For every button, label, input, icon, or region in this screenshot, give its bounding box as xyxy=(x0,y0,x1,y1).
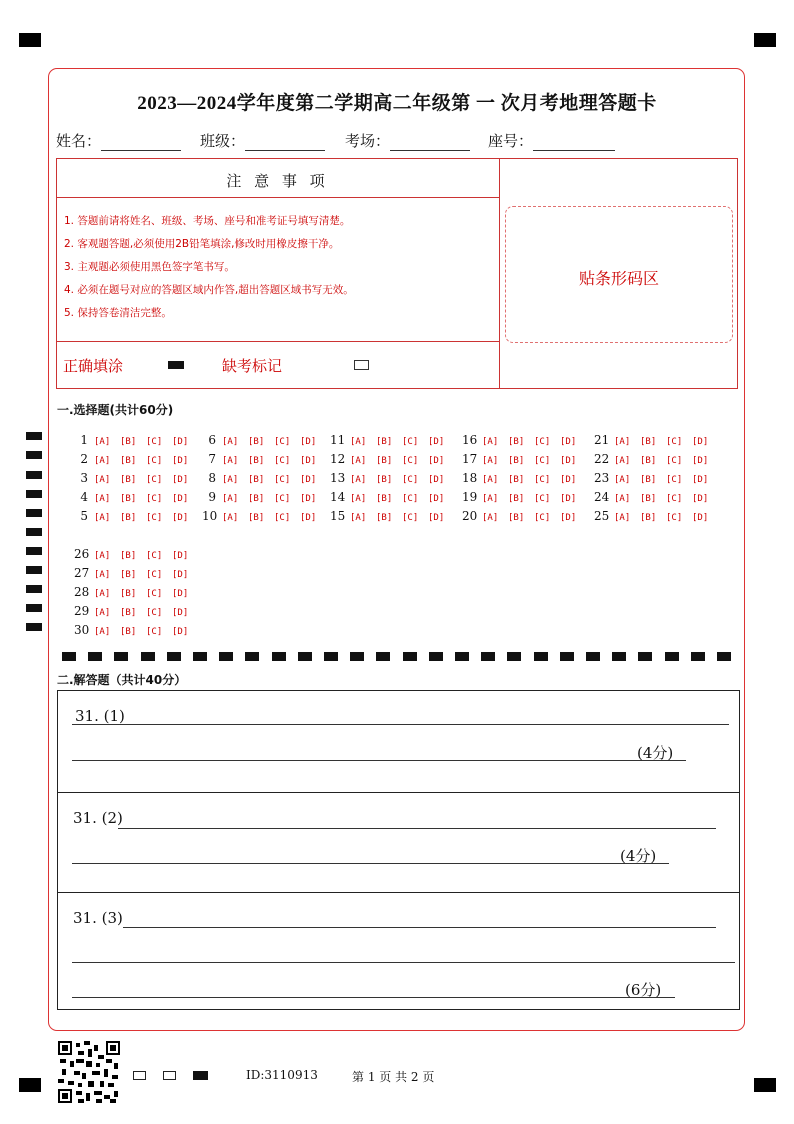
question-row xyxy=(74,450,198,468)
question-row xyxy=(74,583,198,601)
question-number: 19 xyxy=(462,490,478,504)
question-number: 28 xyxy=(74,585,90,599)
answer-bubble[interactable]: [B] xyxy=(120,475,137,485)
answer-bubble[interactable]: [A] xyxy=(482,475,499,485)
class-field[interactable] xyxy=(200,130,325,151)
answer-bubble[interactable]: [C] xyxy=(274,456,291,466)
timing-mark xyxy=(638,652,652,661)
question-row xyxy=(74,545,198,563)
answer-bubble[interactable]: [A] xyxy=(94,551,111,561)
question-number: 15 xyxy=(330,509,346,523)
question-row xyxy=(462,469,586,487)
timing-mark xyxy=(481,652,495,661)
question-number: 22 xyxy=(594,452,610,466)
answer-bubble[interactable]: [D] xyxy=(428,456,445,466)
answer-bubble[interactable]: [A] xyxy=(94,608,111,618)
answer-bubble[interactable]: [A] xyxy=(614,494,631,504)
q31-2-label: 31. (2) xyxy=(73,809,123,827)
answer-bubble[interactable]: [A] xyxy=(350,475,367,485)
page-title: 2023—2024学年度第二学期高二年级第 一 次月考地理答题卡 xyxy=(137,93,657,114)
question-row xyxy=(74,564,198,582)
question-number: 29 xyxy=(74,604,90,618)
timing-mark xyxy=(586,652,600,661)
question-number: 11 xyxy=(330,433,346,447)
answer-bubble[interactable]: [D] xyxy=(692,456,709,466)
name-field[interactable] xyxy=(56,130,181,151)
answer-bubble[interactable]: [A] xyxy=(350,513,367,523)
question-number: 4 xyxy=(80,490,88,504)
timing-mark xyxy=(88,652,102,661)
answer-bubble[interactable]: [B] xyxy=(248,456,265,466)
answer-box-2[interactable] xyxy=(57,793,740,893)
answer-bubble[interactable]: [D] xyxy=(692,437,709,447)
seat-label: 座号： xyxy=(488,132,534,150)
answer-bubble[interactable]: [C] xyxy=(274,437,291,447)
answer-bubble[interactable]: [B] xyxy=(248,494,265,504)
answer-bubble[interactable]: [B] xyxy=(508,494,525,504)
answer-bubble[interactable]: [A] xyxy=(350,494,367,504)
question-row xyxy=(202,507,326,525)
answer-bubble[interactable]: [C] xyxy=(534,494,551,504)
question-row xyxy=(202,488,326,506)
answer-bubble[interactable]: [C] xyxy=(146,589,163,599)
absent-mark-label: 缺考标记 xyxy=(222,357,283,375)
answer-bubble[interactable]: [B] xyxy=(640,456,657,466)
timing-mark xyxy=(324,652,338,661)
answer-bubble[interactable]: [B] xyxy=(120,608,137,618)
answer-bubble[interactable]: [C] xyxy=(666,513,683,523)
timing-mark xyxy=(298,652,312,661)
question-row xyxy=(74,431,198,449)
answer-bubble[interactable]: [D] xyxy=(692,475,709,485)
answer-bubble[interactable]: [D] xyxy=(428,437,445,447)
footer-box-2 xyxy=(163,1071,176,1080)
notice-list xyxy=(64,210,354,325)
question-number: 18 xyxy=(462,471,478,485)
answer-bubble[interactable]: [C] xyxy=(402,494,419,504)
timing-mark xyxy=(612,652,626,661)
corner-mark-top-left xyxy=(19,33,41,47)
answer-bubble[interactable]: [B] xyxy=(120,456,137,466)
question-number: 27 xyxy=(74,566,90,580)
question-row xyxy=(202,469,326,487)
notice-item: 1. 答题前请将姓名、班级、考场、座号和准考证号填写清楚。 xyxy=(64,215,351,227)
timing-mark xyxy=(507,652,521,661)
qr-code xyxy=(58,1041,120,1103)
answer-bubble[interactable]: [B] xyxy=(120,589,137,599)
answer-bubble[interactable]: [A] xyxy=(94,627,111,637)
corner-mark-bottom-right xyxy=(754,1078,776,1092)
answer-bubble[interactable]: [A] xyxy=(614,437,631,447)
answer-bubble[interactable]: [A] xyxy=(350,456,367,466)
answer-bubble[interactable]: [C] xyxy=(666,475,683,485)
question-row xyxy=(594,450,718,468)
answer-bubble[interactable]: [A] xyxy=(482,437,499,447)
timing-mark xyxy=(534,652,548,661)
answer-bubble[interactable]: [D] xyxy=(428,475,445,485)
answer-bubble[interactable]: [D] xyxy=(172,437,189,447)
answer-bubble[interactable]: [C] xyxy=(146,494,163,504)
question-number: 1 xyxy=(80,433,88,447)
timing-mark xyxy=(455,652,469,661)
question-row xyxy=(594,431,718,449)
answer-bubble[interactable]: [B] xyxy=(508,475,525,485)
question-row xyxy=(462,450,586,468)
answer-bubble[interactable]: [A] xyxy=(222,475,239,485)
question-number: 23 xyxy=(594,471,610,485)
answer-bubble[interactable]: [B] xyxy=(376,437,393,447)
answer-bubble[interactable]: [B] xyxy=(376,494,393,504)
answer-bubble[interactable]: [B] xyxy=(248,475,265,485)
answer-bubble[interactable]: [A] xyxy=(614,513,631,523)
timing-mark xyxy=(272,652,286,661)
question-number: 17 xyxy=(462,452,478,466)
question-number: 24 xyxy=(594,490,610,504)
answer-bubble[interactable]: [C] xyxy=(146,627,163,637)
answer-bubble[interactable]: [B] xyxy=(640,437,657,447)
answer-bubble[interactable]: [D] xyxy=(172,475,189,485)
answer-bubble[interactable]: [B] xyxy=(376,475,393,485)
answer-bubble[interactable]: [A] xyxy=(94,589,111,599)
timing-mark xyxy=(193,652,207,661)
answer-bubble[interactable]: [D] xyxy=(428,513,445,523)
question-row xyxy=(594,507,718,525)
answer-bubble[interactable]: [B] xyxy=(120,437,137,447)
question-row xyxy=(74,602,198,620)
q31-3-score: (6分) xyxy=(625,981,662,999)
answer-bubble[interactable]: [D] xyxy=(300,494,317,504)
question-number: 30 xyxy=(74,623,90,637)
answer-bubble[interactable]: [B] xyxy=(376,456,393,466)
answer-bubble[interactable]: [A] xyxy=(222,456,239,466)
document-id: ID:3110913 xyxy=(246,1068,318,1082)
answer-bubble[interactable]: [D] xyxy=(560,494,577,504)
answer-bubble[interactable]: [D] xyxy=(300,475,317,485)
section1-title: 一.选择题(共计60分) xyxy=(57,403,174,417)
answer-bubble[interactable]: [C] xyxy=(534,475,551,485)
answer-bubble[interactable]: [C] xyxy=(146,437,163,447)
answer-bubble[interactable]: [D] xyxy=(692,494,709,504)
q31-1-score: (4分) xyxy=(637,744,674,762)
q31-1-label: 31. (1) xyxy=(75,707,125,725)
question-row xyxy=(74,488,198,506)
question-number: 20 xyxy=(462,509,478,523)
answer-bubble[interactable]: [C] xyxy=(534,456,551,466)
answer-bubble[interactable]: [C] xyxy=(402,513,419,523)
question-number: 8 xyxy=(208,471,216,485)
answer-bubble[interactable]: [A] xyxy=(94,494,111,504)
question-row xyxy=(330,507,454,525)
question-number: 10 xyxy=(202,509,218,523)
answer-bubble[interactable]: [D] xyxy=(172,608,189,618)
answer-bubble[interactable]: [D] xyxy=(560,456,577,466)
barcode-area-label: 贴条形码区 xyxy=(578,269,659,288)
answer-bubble[interactable]: [B] xyxy=(640,475,657,485)
answer-bubble[interactable]: [C] xyxy=(666,456,683,466)
answer-bubble[interactable]: [C] xyxy=(402,456,419,466)
question-number: 13 xyxy=(330,471,346,485)
answer-bubble[interactable]: [D] xyxy=(300,456,317,466)
corner-mark-bottom-left xyxy=(19,1078,41,1092)
timing-mark xyxy=(219,652,233,661)
question-number: 14 xyxy=(330,490,346,504)
answer-bubble[interactable]: [B] xyxy=(120,494,137,504)
footer-box-1 xyxy=(133,1071,146,1080)
q31-3-label: 31. (3) xyxy=(73,909,123,927)
room-field[interactable] xyxy=(345,130,470,151)
question-row xyxy=(74,621,198,639)
timing-mark xyxy=(717,652,731,661)
question-number: 16 xyxy=(462,433,478,447)
timing-mark xyxy=(665,652,679,661)
answer-bubble[interactable]: [A] xyxy=(614,475,631,485)
question-number: 9 xyxy=(208,490,216,504)
answer-bubble[interactable]: [C] xyxy=(146,456,163,466)
question-row xyxy=(202,450,326,468)
timing-mark xyxy=(560,652,574,661)
timing-mark xyxy=(376,652,390,661)
answer-bubble[interactable]: [B] xyxy=(120,551,137,561)
answer-bubble[interactable]: [C] xyxy=(146,475,163,485)
filled-mark-sample xyxy=(168,361,184,369)
answer-bubble[interactable]: [C] xyxy=(146,513,163,523)
answer-bubble[interactable]: [D] xyxy=(560,437,577,447)
answer-bubble[interactable]: [A] xyxy=(94,456,111,466)
answer-bubble[interactable]: [B] xyxy=(508,437,525,447)
answer-bubble[interactable]: [B] xyxy=(640,494,657,504)
seat-field[interactable] xyxy=(488,130,615,151)
answer-bubble[interactable]: [A] xyxy=(614,456,631,466)
answer-bubble[interactable]: [A] xyxy=(94,570,111,580)
notice-item: 2. 客观题答题,必须使用2B铅笔填涂,修改时用橡皮擦干净。 xyxy=(64,238,340,250)
answer-bubble[interactable]: [B] xyxy=(120,627,137,637)
answer-bubble[interactable]: [B] xyxy=(120,513,137,523)
question-row xyxy=(462,431,586,449)
question-row xyxy=(330,488,454,506)
question-row xyxy=(330,450,454,468)
answer-bubble[interactable]: [C] xyxy=(146,551,163,561)
answer-bubble[interactable]: [C] xyxy=(146,608,163,618)
timing-mark xyxy=(245,652,259,661)
question-row xyxy=(462,488,586,506)
answer-bubble[interactable]: [B] xyxy=(640,513,657,523)
answer-bubble[interactable]: [A] xyxy=(94,513,111,523)
answer-bubble[interactable]: [C] xyxy=(534,437,551,447)
timing-mark xyxy=(114,652,128,661)
timing-mark xyxy=(691,652,705,661)
answer-bubble[interactable]: [D] xyxy=(172,456,189,466)
answer-bubble[interactable]: [D] xyxy=(560,475,577,485)
question-row xyxy=(74,469,198,487)
answer-bubble[interactable]: [D] xyxy=(172,513,189,523)
answer-bubble[interactable]: [B] xyxy=(508,513,525,523)
answer-bubble[interactable]: [A] xyxy=(482,494,499,504)
answer-bubble[interactable]: [C] xyxy=(146,570,163,580)
answer-bubble[interactable]: [B] xyxy=(508,456,525,466)
notice-item: 3. 主观题必须使用黑色签字笔书写。 xyxy=(64,261,235,273)
room-label: 考场： xyxy=(345,132,391,150)
answer-bubble[interactable]: [D] xyxy=(300,513,317,523)
class-label: 班级： xyxy=(200,132,246,150)
answer-bubble[interactable]: [A] xyxy=(222,494,239,504)
answer-bubble[interactable]: [D] xyxy=(692,513,709,523)
timing-mark xyxy=(62,652,76,661)
footer-filled-box xyxy=(193,1071,208,1080)
answer-bubble[interactable]: [C] xyxy=(274,513,291,523)
answer-bubble[interactable]: [A] xyxy=(482,456,499,466)
answer-bubble[interactable]: [B] xyxy=(248,437,265,447)
answer-bubble[interactable]: [C] xyxy=(402,475,419,485)
answer-bubble[interactable]: [D] xyxy=(172,551,189,561)
section2-title: 二.解答题（共计40分） xyxy=(57,673,187,687)
corner-mark-top-right xyxy=(754,33,776,47)
question-row xyxy=(202,431,326,449)
answer-bubble[interactable]: [A] xyxy=(222,513,239,523)
answer-bubble[interactable]: [D] xyxy=(300,437,317,447)
timing-mark xyxy=(167,652,181,661)
question-number: 25 xyxy=(594,509,610,523)
answer-bubble[interactable]: [A] xyxy=(222,437,239,447)
answer-bubble[interactable]: [B] xyxy=(248,513,265,523)
question-row xyxy=(594,469,718,487)
answer-bubble[interactable]: [B] xyxy=(376,513,393,523)
answer-bubble[interactable]: [C] xyxy=(274,494,291,504)
answer-bubble[interactable]: [D] xyxy=(560,513,577,523)
page-number: 第 1 页 共 2 页 xyxy=(352,1070,435,1084)
question-row xyxy=(330,469,454,487)
answer-bubble[interactable]: [A] xyxy=(482,513,499,523)
question-row xyxy=(462,507,586,525)
q31-2-score: (4分) xyxy=(620,847,657,865)
notice-item: 4. 必须在题号对应的答题区域内作答,超出答题区域书写无效。 xyxy=(64,284,354,296)
question-number: 3 xyxy=(80,471,88,485)
question-row xyxy=(330,431,454,449)
timing-mark xyxy=(350,652,364,661)
answer-bubble[interactable]: [D] xyxy=(172,494,189,504)
question-number: 2 xyxy=(80,452,88,466)
question-row xyxy=(594,488,718,506)
question-number: 6 xyxy=(208,433,216,447)
answer-bubble[interactable]: [D] xyxy=(172,627,189,637)
question-number: 26 xyxy=(74,547,90,561)
question-row xyxy=(74,507,198,525)
timing-mark xyxy=(141,652,155,661)
timing-mark xyxy=(429,652,443,661)
answer-bubble[interactable]: [C] xyxy=(274,475,291,485)
notice-item: 5. 保持答卷清洁完整。 xyxy=(64,307,172,319)
question-number: 5 xyxy=(80,509,88,523)
name-label: 姓名： xyxy=(56,132,102,150)
answer-bubble[interactable]: [C] xyxy=(534,513,551,523)
absent-mark-box[interactable] xyxy=(354,360,369,370)
question-number: 12 xyxy=(330,452,346,466)
answer-bubble[interactable]: [A] xyxy=(94,437,111,447)
answer-bubble[interactable]: [C] xyxy=(666,494,683,504)
question-number: 21 xyxy=(594,433,610,447)
answer-bubble[interactable]: [C] xyxy=(666,437,683,447)
answer-bubble[interactable]: [D] xyxy=(172,589,189,599)
answer-bubble[interactable]: [A] xyxy=(350,437,367,447)
answer-bubble[interactable]: [B] xyxy=(120,570,137,580)
question-number: 7 xyxy=(208,452,216,466)
answer-bubble[interactable]: [C] xyxy=(402,437,419,447)
answer-bubble[interactable]: [D] xyxy=(428,494,445,504)
answer-bubble[interactable]: [D] xyxy=(172,570,189,580)
correct-fill-label: 正确填涂 xyxy=(63,357,124,375)
timing-mark xyxy=(403,652,417,661)
notice-heading: 注 意 事 项 xyxy=(226,172,329,190)
answer-bubble[interactable]: [A] xyxy=(94,475,111,485)
